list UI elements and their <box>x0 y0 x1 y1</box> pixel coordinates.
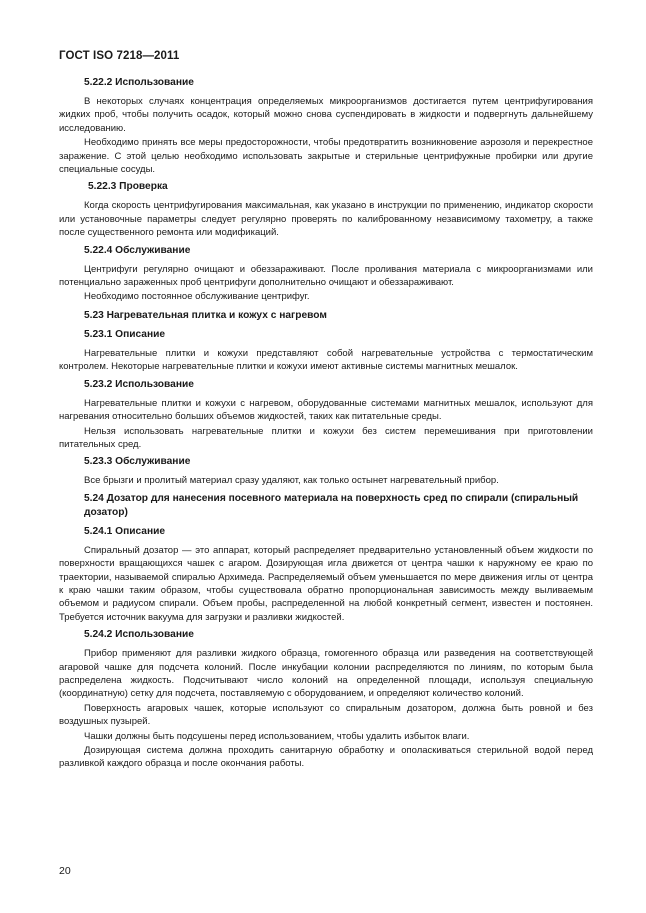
section-heading: 5.23 Нагревательная плитка и кожух с нагревом <box>84 309 327 321</box>
section-heading: 5.22.3 Проверка <box>88 181 168 193</box>
paragraph: Нагревательные плитки и кожухи с нагревом, оборудованные системами магнитных мешалок, используют для нагревания относительно больших объемов жидкостей, таких как питательные среды. <box>59 397 593 423</box>
document-header: ГОСТ ISO 7218—2011 <box>59 50 180 62</box>
paragraph: В некоторых случаях концентрация определяемых микроорганизмов достигается путем центрифугирования жидких проб, чтобы получить осадок, который можно снова суспендировать в жидкости и подвергнуть дальнейшему исследованию. <box>59 96 593 134</box>
paragraph: Нельзя использовать нагревательные плитки и кожухи без систем перемешивания при приготовлении питательных сред. <box>59 425 593 450</box>
section-heading: 5.23.2 Использование <box>84 378 194 390</box>
section-heading: 5.24 Дозатор для нанесения посевного материала на поверхность сред по спирали (спиральный дозатор) <box>84 492 579 518</box>
paragraph: Поверхность агаровых чашек, которые используют со спиральным дозатором, должна быть ровной и без воздушных пузырей. <box>59 702 593 728</box>
paragraph: Необходимо принять все меры предосторожности, чтобы предотвратить возникновение аэрозоля и перекрестное заражение. С этой целью необходимо использовать закрытые и стерильные центрифужные пробирки или другие специальные сосуды. <box>59 137 593 176</box>
paragraph: Когда скорость центрифугирования максимальная, как указано в инструкции по применению, индикатор скорости или установочные параметры следует регулярно проверять по калиброванному независимому тахометру, а также после существенного ремонта или модификаций. <box>59 200 593 239</box>
paragraph: Прибор применяют для разливки жидкого образца, гомогенного образца или разведения на соответствующей агаровой чашке для подсчета колоний. После инкубации колонии распределяются по линиям, по которым была распределена жидкость. Подсчитывают число колоний на определенной площади, используя специальную (координатную) сетку для подсчета, поставляемую с оборудованием, и определяют количество колоний. <box>59 648 593 700</box>
paragraph: Спиральный дозатор — это аппарат, который распределяет предварительно установленный объем жидкости по поверхности вращающихся чашек с агаром. Дозирующая игла движется от центра чашки к наружному ее краю по траектории, называемой спиралью Архимеда. Распределяемый объем уменьшается по мере движения иглы от центра к краю чашки таким образом, чтобы существовала обратно пропорциональная зависимость между выливаемым объемом и радиусом спирали. Объем пробы, распределенной на любой конкретный сегмент, известен и постоянен. Требуется источник вакуума для загрузки и разливки жидкостей. <box>59 544 593 623</box>
section-heading: 5.24.2 Использование <box>84 629 194 641</box>
paragraph: Дозирующая система должна проходить санитарную обработку и ополаскиваться стерильной водой перед разливкой каждого образца и после окончания работы. <box>59 745 593 770</box>
section-heading: 5.22.4 Обслуживание <box>84 244 191 256</box>
paragraph: Нагревательные плитки и кожухи представляют собой нагревательные устройства с термостатическим контролем. Некоторые нагревательные плитки и кожухи имеют активные системы магнитных мешалок. <box>59 347 593 373</box>
paragraph: Все брызги и пролитый материал сразу удаляют, как только остынет нагревательный прибор. <box>84 475 499 487</box>
section-heading: 5.23.3 Обслуживание <box>84 456 191 468</box>
section-heading: 5.22.2 Использование <box>84 77 194 88</box>
page-number: 20 <box>59 865 71 877</box>
section-heading: 5.23.1 Описание <box>84 328 166 340</box>
paragraph: Центрифуги регулярно очищают и обеззараживают. После проливания материала с микроорганизмами или потенциально зараженных проб центрифуги дополнительно очищают и обеззараживают. <box>59 263 593 289</box>
paragraph: Чашки должны быть подсушены перед использованием, чтобы удалить избыток влаги. <box>84 730 470 742</box>
document-body <box>59 76 593 772</box>
paragraph: Необходимо постоянное обслуживание центрифуг. <box>84 291 310 303</box>
section-heading: 5.24.1 Описание <box>84 525 166 537</box>
